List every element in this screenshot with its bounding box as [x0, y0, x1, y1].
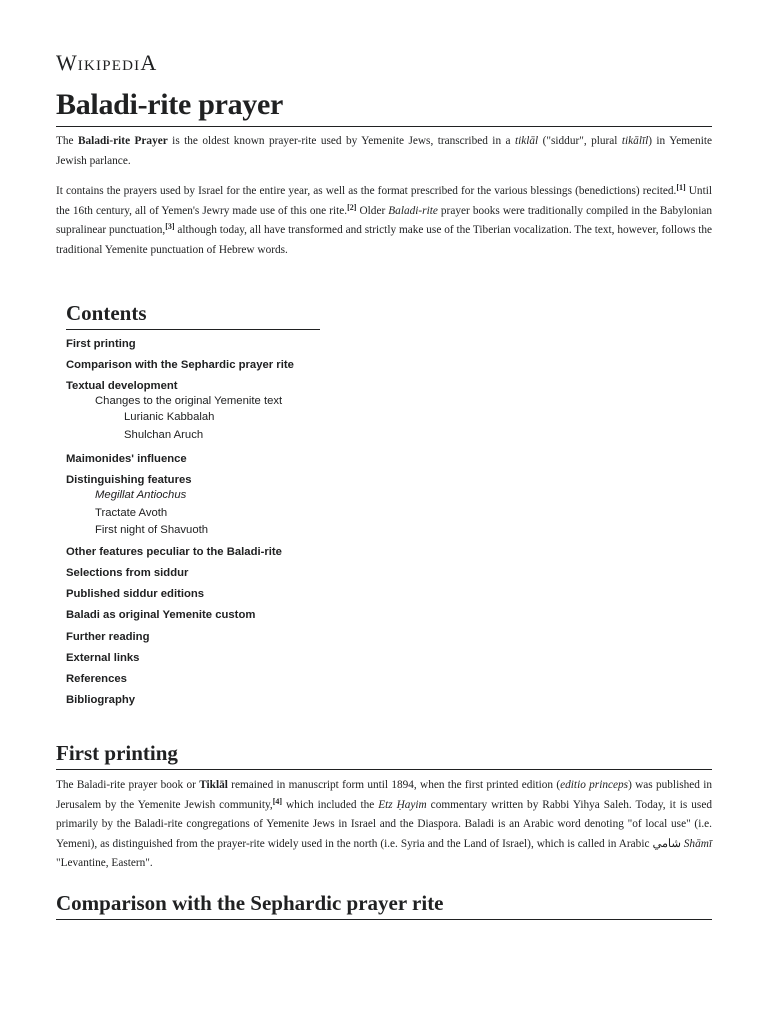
- text: ("siddur", plural: [538, 135, 622, 147]
- text: Until the 16th century, all of Yemen's Jewry made use of this one rite.: [56, 185, 712, 217]
- text: ) was published in Jerusalem by the Yemenite Jewish community,: [56, 779, 712, 811]
- text: ) in Yemenite Jewish parlance.: [56, 135, 713, 167]
- intro-paragraph-2: [56, 182, 712, 260]
- toc-link-shavuoth[interactable]: First night of Shavuoth: [95, 524, 209, 536]
- text: is the oldest known prayer-rite used by Yemenite Jews, transcribed in a: [167, 135, 515, 147]
- bold-term: Baladi-rite Prayer: [78, 135, 168, 147]
- section-heading-comparison: Comparison with the Sephardic prayer rite: [56, 889, 712, 920]
- logo-letter-a: A: [140, 50, 158, 75]
- toc-link-other-features[interactable]: Other features peculiar to the Baladi-rite: [66, 546, 282, 558]
- toc-link-bibliography[interactable]: Bibliography: [66, 694, 136, 706]
- text: The Baladi-rite prayer book or: [56, 779, 200, 791]
- toc-link-references[interactable]: References: [66, 673, 127, 685]
- section-heading-first-printing: First printing: [56, 739, 712, 770]
- toc-link-first-printing[interactable]: First printing: [66, 338, 136, 350]
- italic-term: tikālīl: [621, 135, 649, 147]
- page-title: Baladi-rite prayer: [56, 86, 712, 127]
- italic-term: editio princeps: [560, 779, 629, 791]
- toc-link-external-links[interactable]: External links: [66, 652, 140, 664]
- toc-link-lurianic-kabbalah[interactable]: Lurianic Kabbalah: [124, 411, 215, 423]
- italic-term: Shāmī: [683, 837, 713, 850]
- italic-term: Baladi-rite: [388, 204, 438, 217]
- toc-link-further-reading[interactable]: Further reading: [66, 631, 150, 643]
- reference-link-3[interactable]: [3]: [165, 222, 175, 231]
- toc-link-selections[interactable]: Selections from siddur: [66, 567, 189, 579]
- text: prayer books were traditionally compiled in the Babylonian supralinear punctuation,: [56, 204, 712, 236]
- toc-link-comparison[interactable]: Comparison with the Sephardic prayer rite: [66, 359, 294, 371]
- wikipedia-logo[interactable]: [56, 50, 157, 76]
- intro-paragraph-1: [56, 132, 712, 171]
- reference-link-4[interactable]: [4]: [272, 796, 283, 806]
- arabic-term: شامي: [652, 837, 681, 850]
- toc-heading: Contents: [66, 298, 320, 330]
- reference-link-1[interactable]: [1]: [676, 183, 686, 192]
- text: which included the: [282, 798, 379, 811]
- first-printing-paragraph: [56, 776, 712, 874]
- italic-term: Etz Ḥayim: [378, 798, 427, 811]
- text: commentary written by Rabbi Yihya Saleh. Today, it is used primarily by the Baladi-rite congregations of Yemenite Jews in Israel and the Diaspora. Baladi is an Arabic word denoting "of local use" (i.e. Yemeni), as distinguished from the prayer-rite widely used in the north (i.e. Syria and the Land of Israel), which is called in Arabic: [56, 798, 712, 850]
- text: remained in manuscript form until 1894, when the first printed edition (: [227, 779, 561, 791]
- text: although today, all have transformed and strictly make use of the Tiberian vocalization. The text, however, follows the traditional Yemenite punctuation of Hebrew words.: [56, 224, 712, 256]
- toc-link-tractate-avoth[interactable]: Tractate Avoth: [95, 507, 168, 519]
- bold-term: Tiklāl: [199, 779, 228, 791]
- logo-letters-middle: IKIPEDI: [77, 58, 141, 74]
- toc-link-textual-development[interactable]: Textual development: [66, 380, 178, 392]
- text: Older: [356, 204, 389, 217]
- toc-link-baladi-custom[interactable]: Baladi as original Yemenite custom: [66, 609, 256, 621]
- toc-link-distinguishing-features[interactable]: Distinguishing features: [66, 474, 192, 486]
- italic-term: tiklāl: [514, 135, 539, 147]
- toc-link-shulchan-aruch[interactable]: Shulchan Aruch: [124, 429, 204, 441]
- toc-link-published-editions[interactable]: Published siddur editions: [66, 588, 205, 600]
- text: It contains the prayers used by Israel for the entire year, as well as the format prescribed for the various blessings (benedictions) recited.: [56, 185, 677, 197]
- reference-link-2[interactable]: [2]: [347, 202, 357, 212]
- toc-link-megillat-antiochus[interactable]: Megillat Antiochus: [95, 489, 187, 501]
- toc-link-maimonides[interactable]: Maimonides' influence: [66, 453, 187, 465]
- logo-letter-w: W: [56, 50, 78, 75]
- text: "Levantine, Eastern".: [56, 857, 153, 869]
- text: The: [56, 135, 78, 147]
- table-of-contents: [66, 298, 366, 706]
- toc-link-changes[interactable]: Changes to the original Yemenite text: [95, 395, 283, 407]
